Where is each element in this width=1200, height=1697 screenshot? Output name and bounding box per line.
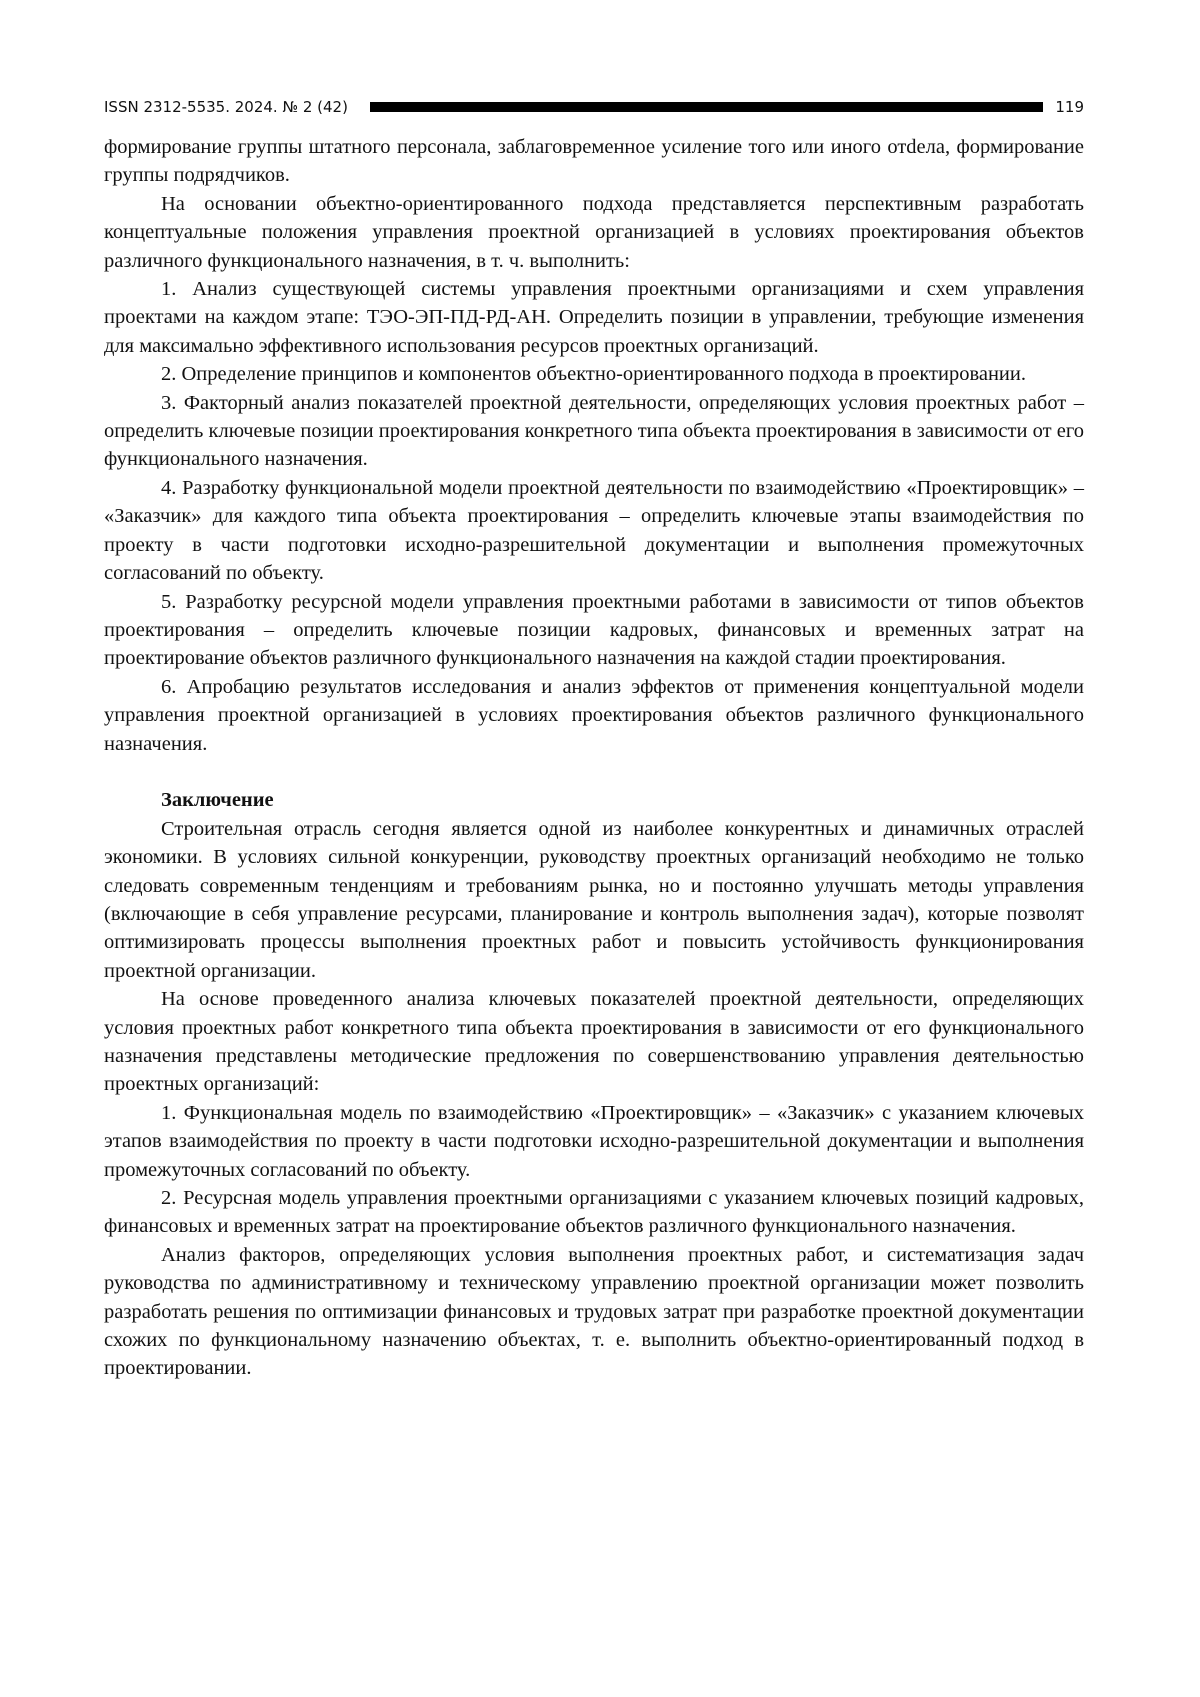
- journal-issn: ISSN 2312-5535. 2024. № 2 (42): [104, 98, 348, 116]
- paragraph-continuation: формирование группы штатного персонала, заблаговременное усиление того или иного отdела, формирование группы подрядчиков.: [104, 136, 1084, 187]
- paragraph-proposals: На основе проведенного анализа ключевых показателей проектной деятельности, определяющих условия проектных работ конкретного типа объекта проектирования в зависимости от его функционального назначения представлены методические предложения по совершенствованию управления деятельностью проектных организаций:: [104, 988, 1084, 1096]
- proposal-item-1: 1. Функциональная модель по взаимодействию «Проектировщик» – «Заказчик» с указанием ключевых этапов взаимодействия по проекту в части подготовки исходно-разрешительной документации и выполнения промежуточных согласований по объекту.: [104, 1101, 1084, 1181]
- header-rule: [370, 102, 1043, 112]
- task-item-1: 1. Анализ существующей системы управления проектными организациями и схем управления проектами на каждом этапе: ТЭО-ЭП-ПД-РД-АН. Определить позиции в управлении, требующие изменения для максимально эффективного использования ресурсов проектных организаций.: [104, 278, 1084, 357]
- task-item-3: 3. Факторный анализ показателей проектной деятельности, определяющих условия проектных работ – определить ключевые позиции проектирования конкретного типа объекта проектирования в зависимости от его функционального назначения.: [104, 391, 1084, 471]
- paragraph-object-oriented-approach: На основании объектно-ориентированного подхода представляется перспективным разработать концептуальные положения управления проектной организацией в условиях проектирования объектов различного функционального назначения, в т. ч. выполнить:: [104, 192, 1084, 272]
- running-header: [104, 96, 1084, 118]
- paragraph-industry: Строительная отрасль сегодня является одной из наиболее конкурентных и динамичных отраслей экономики. В условиях сильной конкуренции, руководству проектных организаций необходимо не только следовать современным тенденциям и требованиям рынка, но и постоянно улучшать методы управления (включающие в себя управление ресурсами, планирование и контроль выполнения задач), которые позволят оптимизировать процессы выполнения проектных работ и повысить устойчивость функционирования проектной организации.: [104, 817, 1084, 982]
- page-number: 119: [1055, 98, 1084, 116]
- task-item-5: 5. Разработку ресурсной модели управления проектными работами в зависимости от типов объектов проектирования – определить ключевые позиции кадровых, финансовых и временных затрат на проектирование объектов различного функционального назначения на каждой стадии проектирования.: [104, 590, 1084, 670]
- task-item-6: 6. Апробацию результатов исследования и анализ эффектов от применения концептуальной модели управления проектной организацией в условиях проектирования объектов различного функционального назначения.: [104, 675, 1084, 755]
- proposal-item-2: 2. Ресурсная модель управления проектными организациями с указанием ключевых позиций кадровых, финансовых и временных затрат на проектирование объектов различного функционального назначения.: [104, 1187, 1084, 1238]
- paragraph-final: Анализ факторов, определяющих условия выполнения проектных работ, и систематизация задач руководства по административному и техническому управлению проектной организации может позволить разработать решения по оптимизации финансовых и трудовых затрат при разработке проектной документации схожих по функциональному назначению объектах, т. е. выполнить объектно-ориентированный подход в проектировании.: [104, 1243, 1084, 1380]
- task-item-4: 4. Разработку функциональной модели проектной деятельности по взаимодействию «Проектировщик» – «Заказчик» для каждого типа объекта проектирования – определить ключевые этапы взаимодействия по проекту в части подготовки исходно-разрешительной документации и выполнения промежуточных согласований по объекту.: [104, 476, 1084, 585]
- section-heading-conclusion: Заключение: [161, 789, 274, 812]
- article-body: [104, 133, 1084, 1383]
- task-item-2: 2. Определение принципов и компонентов объектно-ориентированного подхода в проектировании.: [161, 363, 1026, 386]
